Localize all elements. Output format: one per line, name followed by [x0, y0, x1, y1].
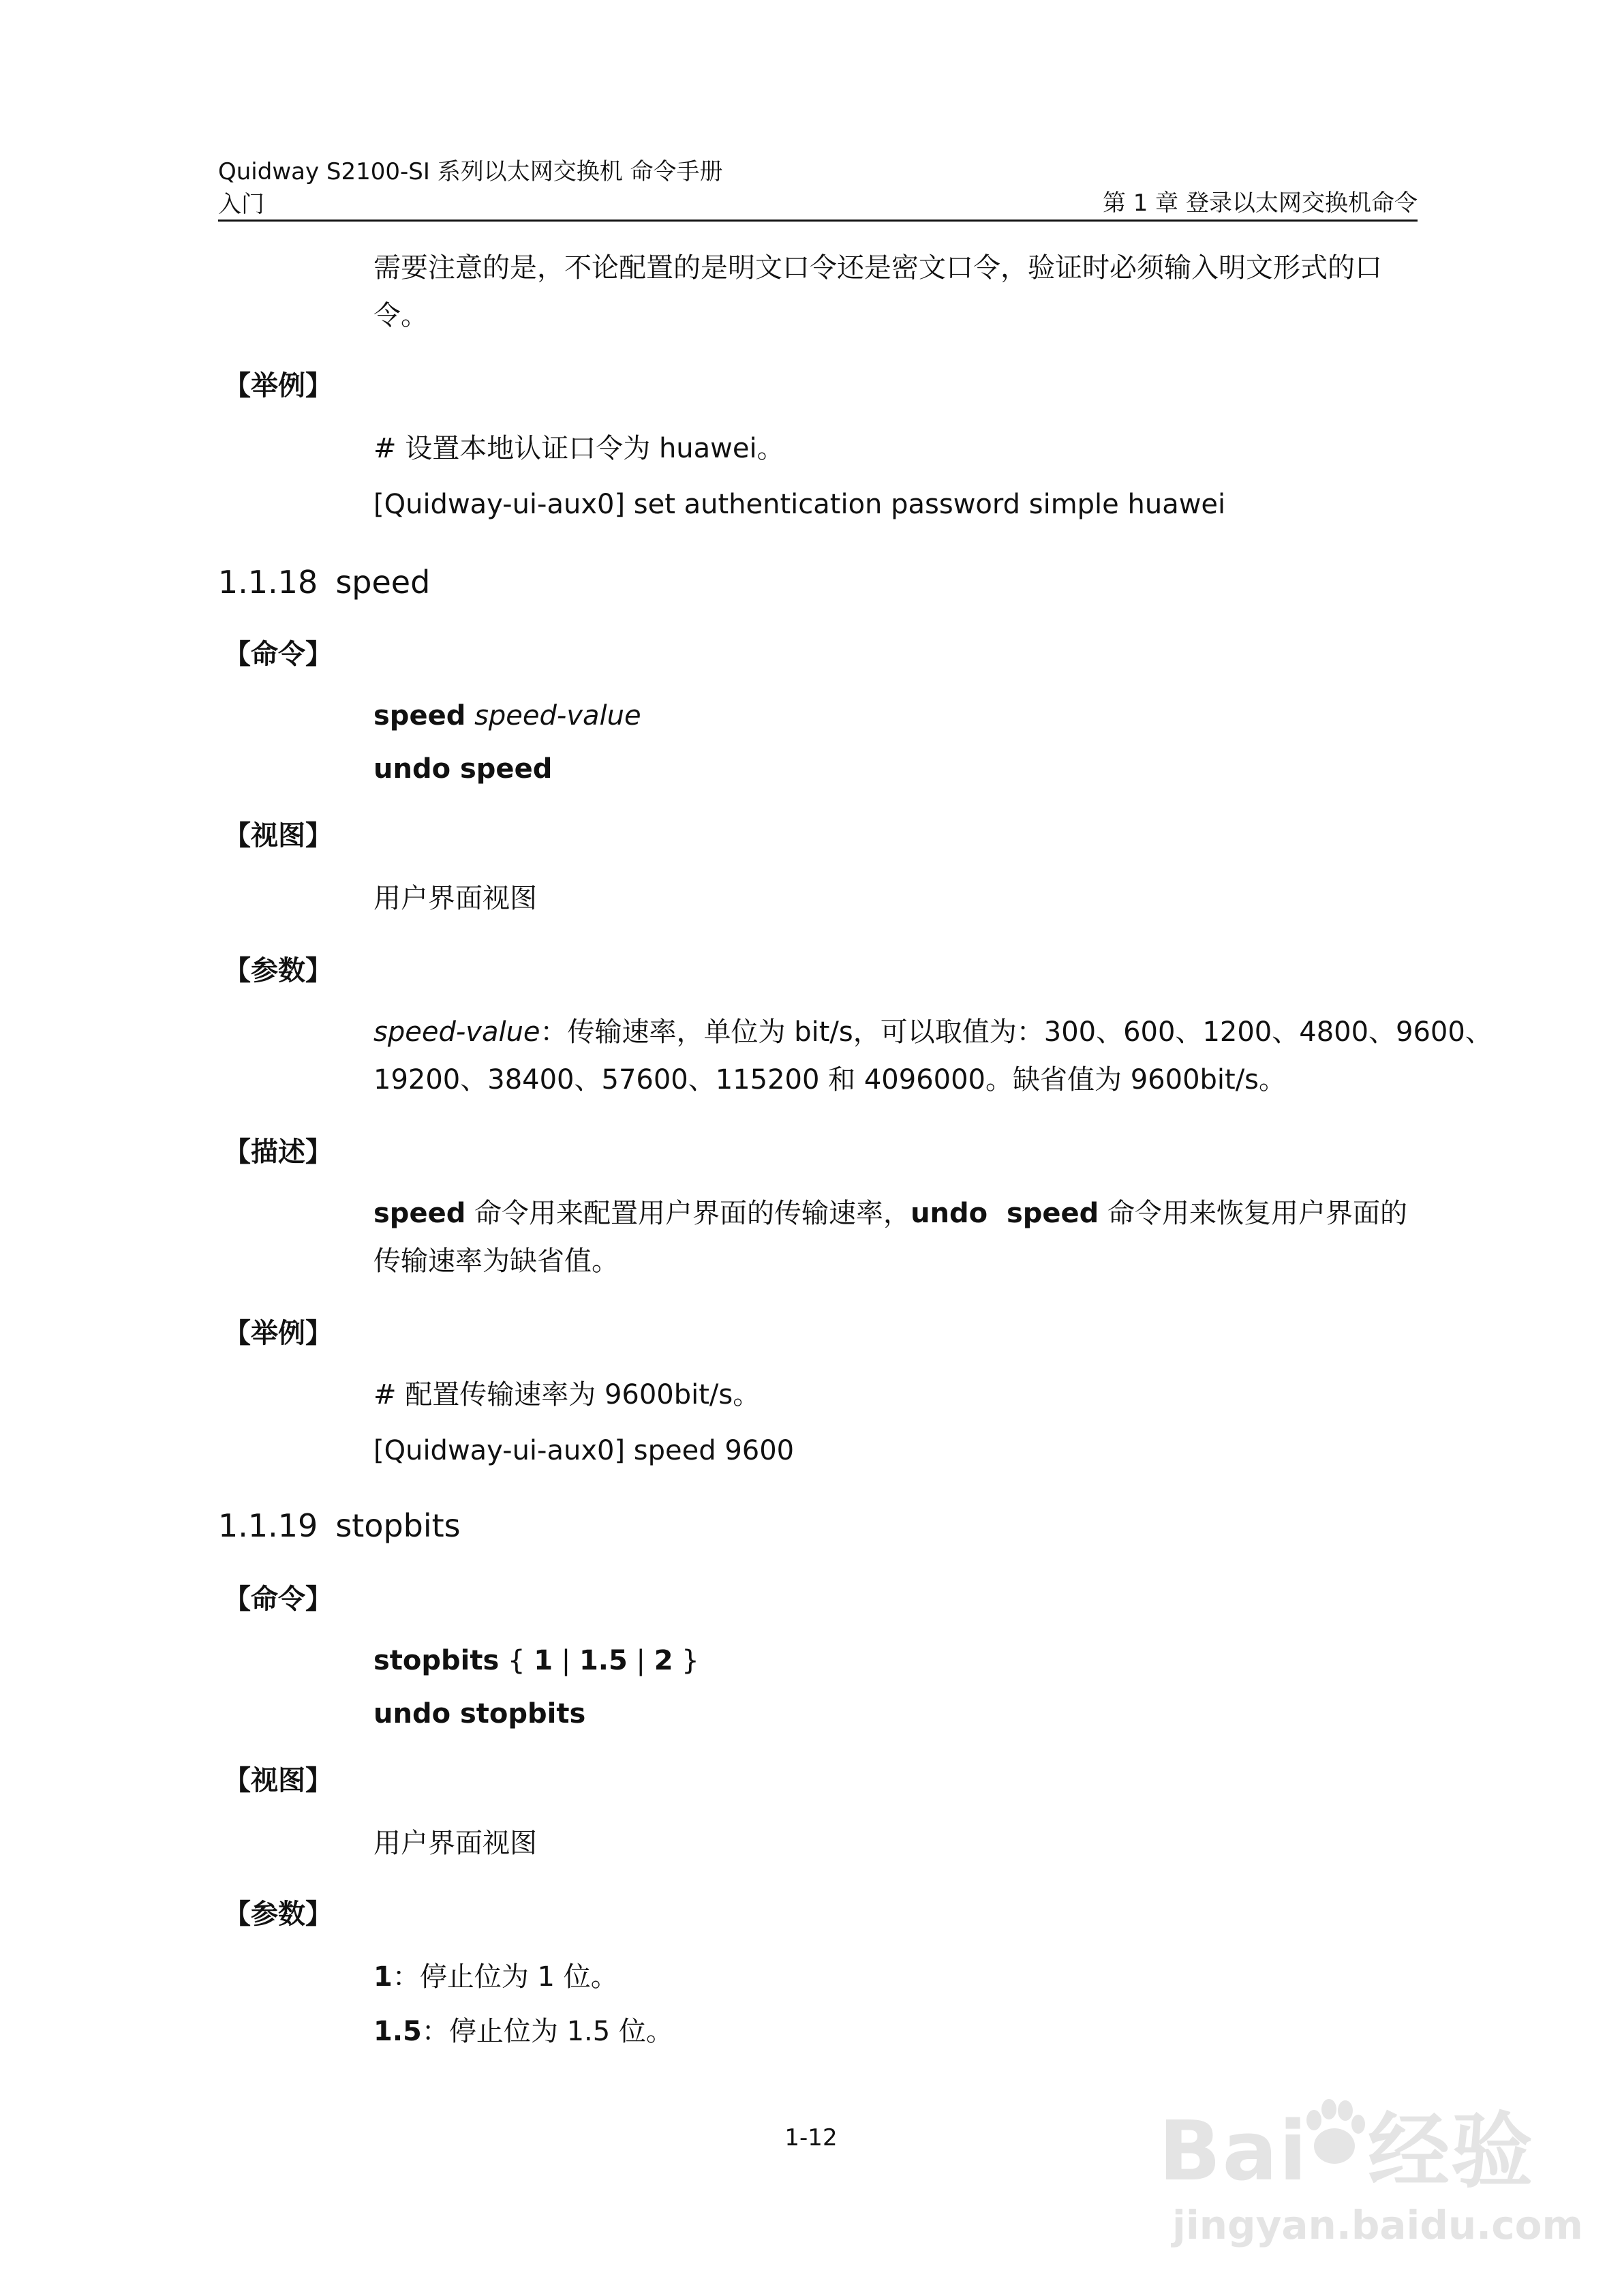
section-title: speed — [335, 564, 431, 601]
param-label: 【参数】 — [224, 955, 333, 986]
example-label: 【举例】 — [224, 370, 333, 402]
watermark-url: jingyan.baidu.com — [1172, 2202, 1583, 2248]
view-text: 用户界面视图 — [373, 883, 537, 914]
watermark-logo: Bai 经验 — [1159, 2104, 1535, 2199]
brace-open: { — [499, 1645, 534, 1676]
undo-command — [373, 1695, 585, 1733]
undo-command-text: undo stopbits — [373, 1698, 586, 1729]
separator: | — [627, 1645, 654, 1676]
command-argument: speed-value — [474, 700, 641, 731]
header-rule — [218, 220, 1418, 222]
option-1: 1 — [534, 1645, 553, 1676]
header-product: Quidway S2100-SI 系列以太网交换机 命令手册 — [218, 158, 723, 185]
param-line-2: 19200、38400、57600、115200 和 4096000。缺省值为 9600bit/s。 — [373, 1064, 1287, 1096]
command-syntax — [373, 1642, 699, 1680]
header-chapter: 第 1 章 登录以太网交换机命令 — [1102, 190, 1418, 217]
param-item-2 — [373, 2012, 673, 2051]
command-keyword: stopbits — [373, 1645, 500, 1676]
param-item-text: ：停止位为 1.5 位。 — [421, 2016, 673, 2047]
section-heading-stopbits — [218, 1505, 461, 1546]
header-volume: 入门 — [218, 191, 264, 218]
desc-line-2: 传输速率为缺省值。 — [373, 1245, 619, 1277]
page-header-left — [218, 155, 723, 221]
desc-text-1: 命令用来配置用户界面的传输速率， — [465, 1198, 911, 1229]
option-3: 2 — [654, 1645, 673, 1676]
view-label: 【视图】 — [224, 1765, 333, 1796]
desc-line-1 — [373, 1194, 1407, 1233]
desc-keyword-1: speed — [373, 1198, 466, 1229]
param-line-1 — [373, 1013, 1493, 1051]
param-item-text: ：停止位为 1 位。 — [392, 1961, 618, 1993]
section-title: stopbits — [335, 1507, 461, 1544]
undo-command-text: undo speed — [373, 753, 553, 785]
intro-note: 需要注意的是，不论配置的是明文口令还是密文口令，验证时必须输入明文形式的口令。 — [373, 252, 1382, 331]
command-label: 【命令】 — [224, 639, 333, 670]
example-label: 【举例】 — [224, 1318, 333, 1349]
watermark — [1159, 2086, 1583, 2256]
desc-label: 【描述】 — [224, 1136, 333, 1168]
command-label: 【命令】 — [224, 1584, 333, 1615]
command-syntax — [373, 697, 641, 735]
command-keyword: speed — [373, 700, 466, 731]
param-label: 【参数】 — [224, 1899, 333, 1930]
view-text: 用户界面视图 — [373, 1828, 537, 1859]
param-item-1 — [373, 1958, 618, 1996]
brace-close: } — [673, 1645, 699, 1676]
param-desc: ：传输速率，单位为 bit/s，可以取值为：300、600、1200、4800、9600、 — [540, 1016, 1493, 1048]
desc-text-2: 命令用来恢复用户界面的 — [1099, 1198, 1408, 1229]
param-item-name: 1 — [373, 1961, 393, 1993]
param-item-name: 1.5 — [373, 2016, 422, 2047]
desc-keyword-2: undo speed — [911, 1198, 1099, 1229]
section-number: 1.1.18 — [218, 564, 318, 601]
separator: | — [553, 1645, 579, 1676]
param-name: speed-value — [373, 1016, 540, 1048]
undo-command — [373, 750, 552, 788]
view-label: 【视图】 — [224, 820, 333, 851]
example-comment: # 配置传输速率为 9600bit/s。 — [373, 1379, 761, 1410]
example-command: [Quidway-ui-aux0] set authentication password simple huawei — [373, 489, 1226, 520]
section-heading-speed — [218, 562, 430, 603]
example-comment: # 设置本地认证口令为 huawei。 — [373, 433, 784, 464]
example-command: [Quidway-ui-aux0] speed 9600 — [373, 1435, 795, 1466]
page-number: 1-12 — [784, 2124, 838, 2151]
section-number: 1.1.19 — [218, 1507, 318, 1544]
option-2: 1.5 — [579, 1645, 628, 1676]
